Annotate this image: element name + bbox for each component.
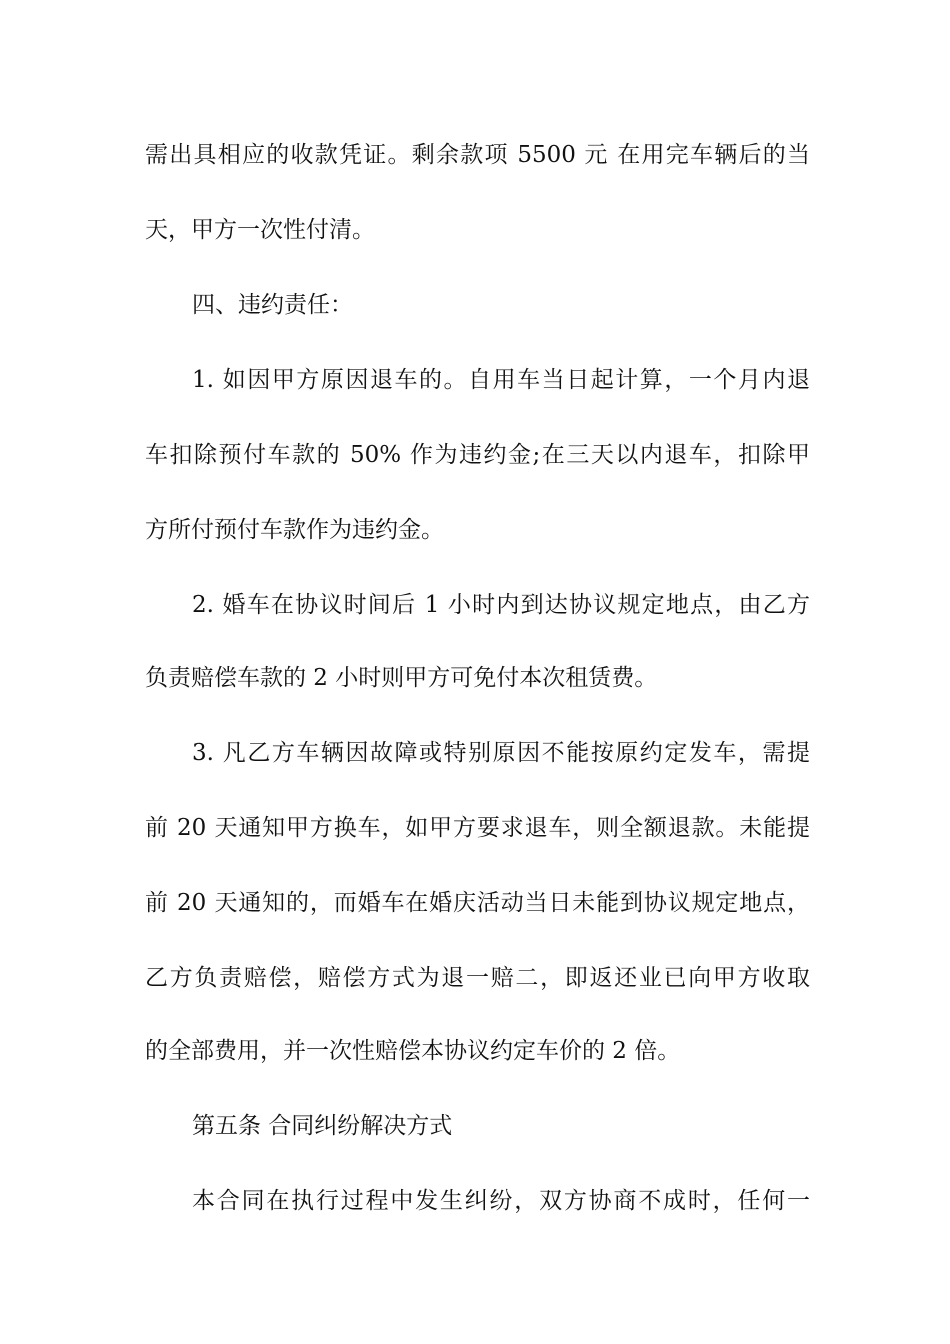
paragraph-line: 的全部费用，并一次性赔偿本协议约定车价的 2 倍。 <box>145 1038 681 1064</box>
paragraph-line: 前 20 天通知的，而婚车在婚庆活动当日未能到协议规定地点， <box>145 890 810 916</box>
paragraph-line: 1. 如因甲方原因退车的。自用车当日起计算，一个月内退 <box>192 367 810 393</box>
paragraph-line: 3. 凡乙方车辆因故障或特别原因不能按原约定发车，需提 <box>192 740 810 766</box>
section-heading: 四、违约责任： <box>192 292 353 318</box>
paragraph-line: 方所付预付车款作为违约金。 <box>145 517 444 543</box>
paragraph-line: 车扣除预付车款的 50% 作为违约金;在三天以内退车，扣除甲 <box>145 442 810 468</box>
paragraph-line: 本合同在执行过程中发生纠纷，双方协商不成时，任何一 <box>192 1188 810 1214</box>
paragraph-line: 前 20 天通知甲方换车，如甲方要求退车，则全额退款。未能提 <box>145 815 810 841</box>
paragraph-line: 2. 婚车在协议时间后 1 小时内到达协议规定地点，由乙方 <box>192 592 810 618</box>
paragraph-line: 天，甲方一次性付清。 <box>145 217 375 243</box>
paragraph-line: 需出具相应的收款凭证。剩余款项 5500 元 在用完车辆后的当 <box>145 142 810 168</box>
article-heading: 第五条 合同纠纷解决方式 <box>192 1113 453 1139</box>
paragraph-line: 乙方负责赔偿，赔偿方式为退一赔二，即返还业已向甲方收取 <box>145 965 810 991</box>
paragraph-line: 负责赔偿车款的 2 小时则甲方可免付本次租赁费。 <box>145 665 658 691</box>
